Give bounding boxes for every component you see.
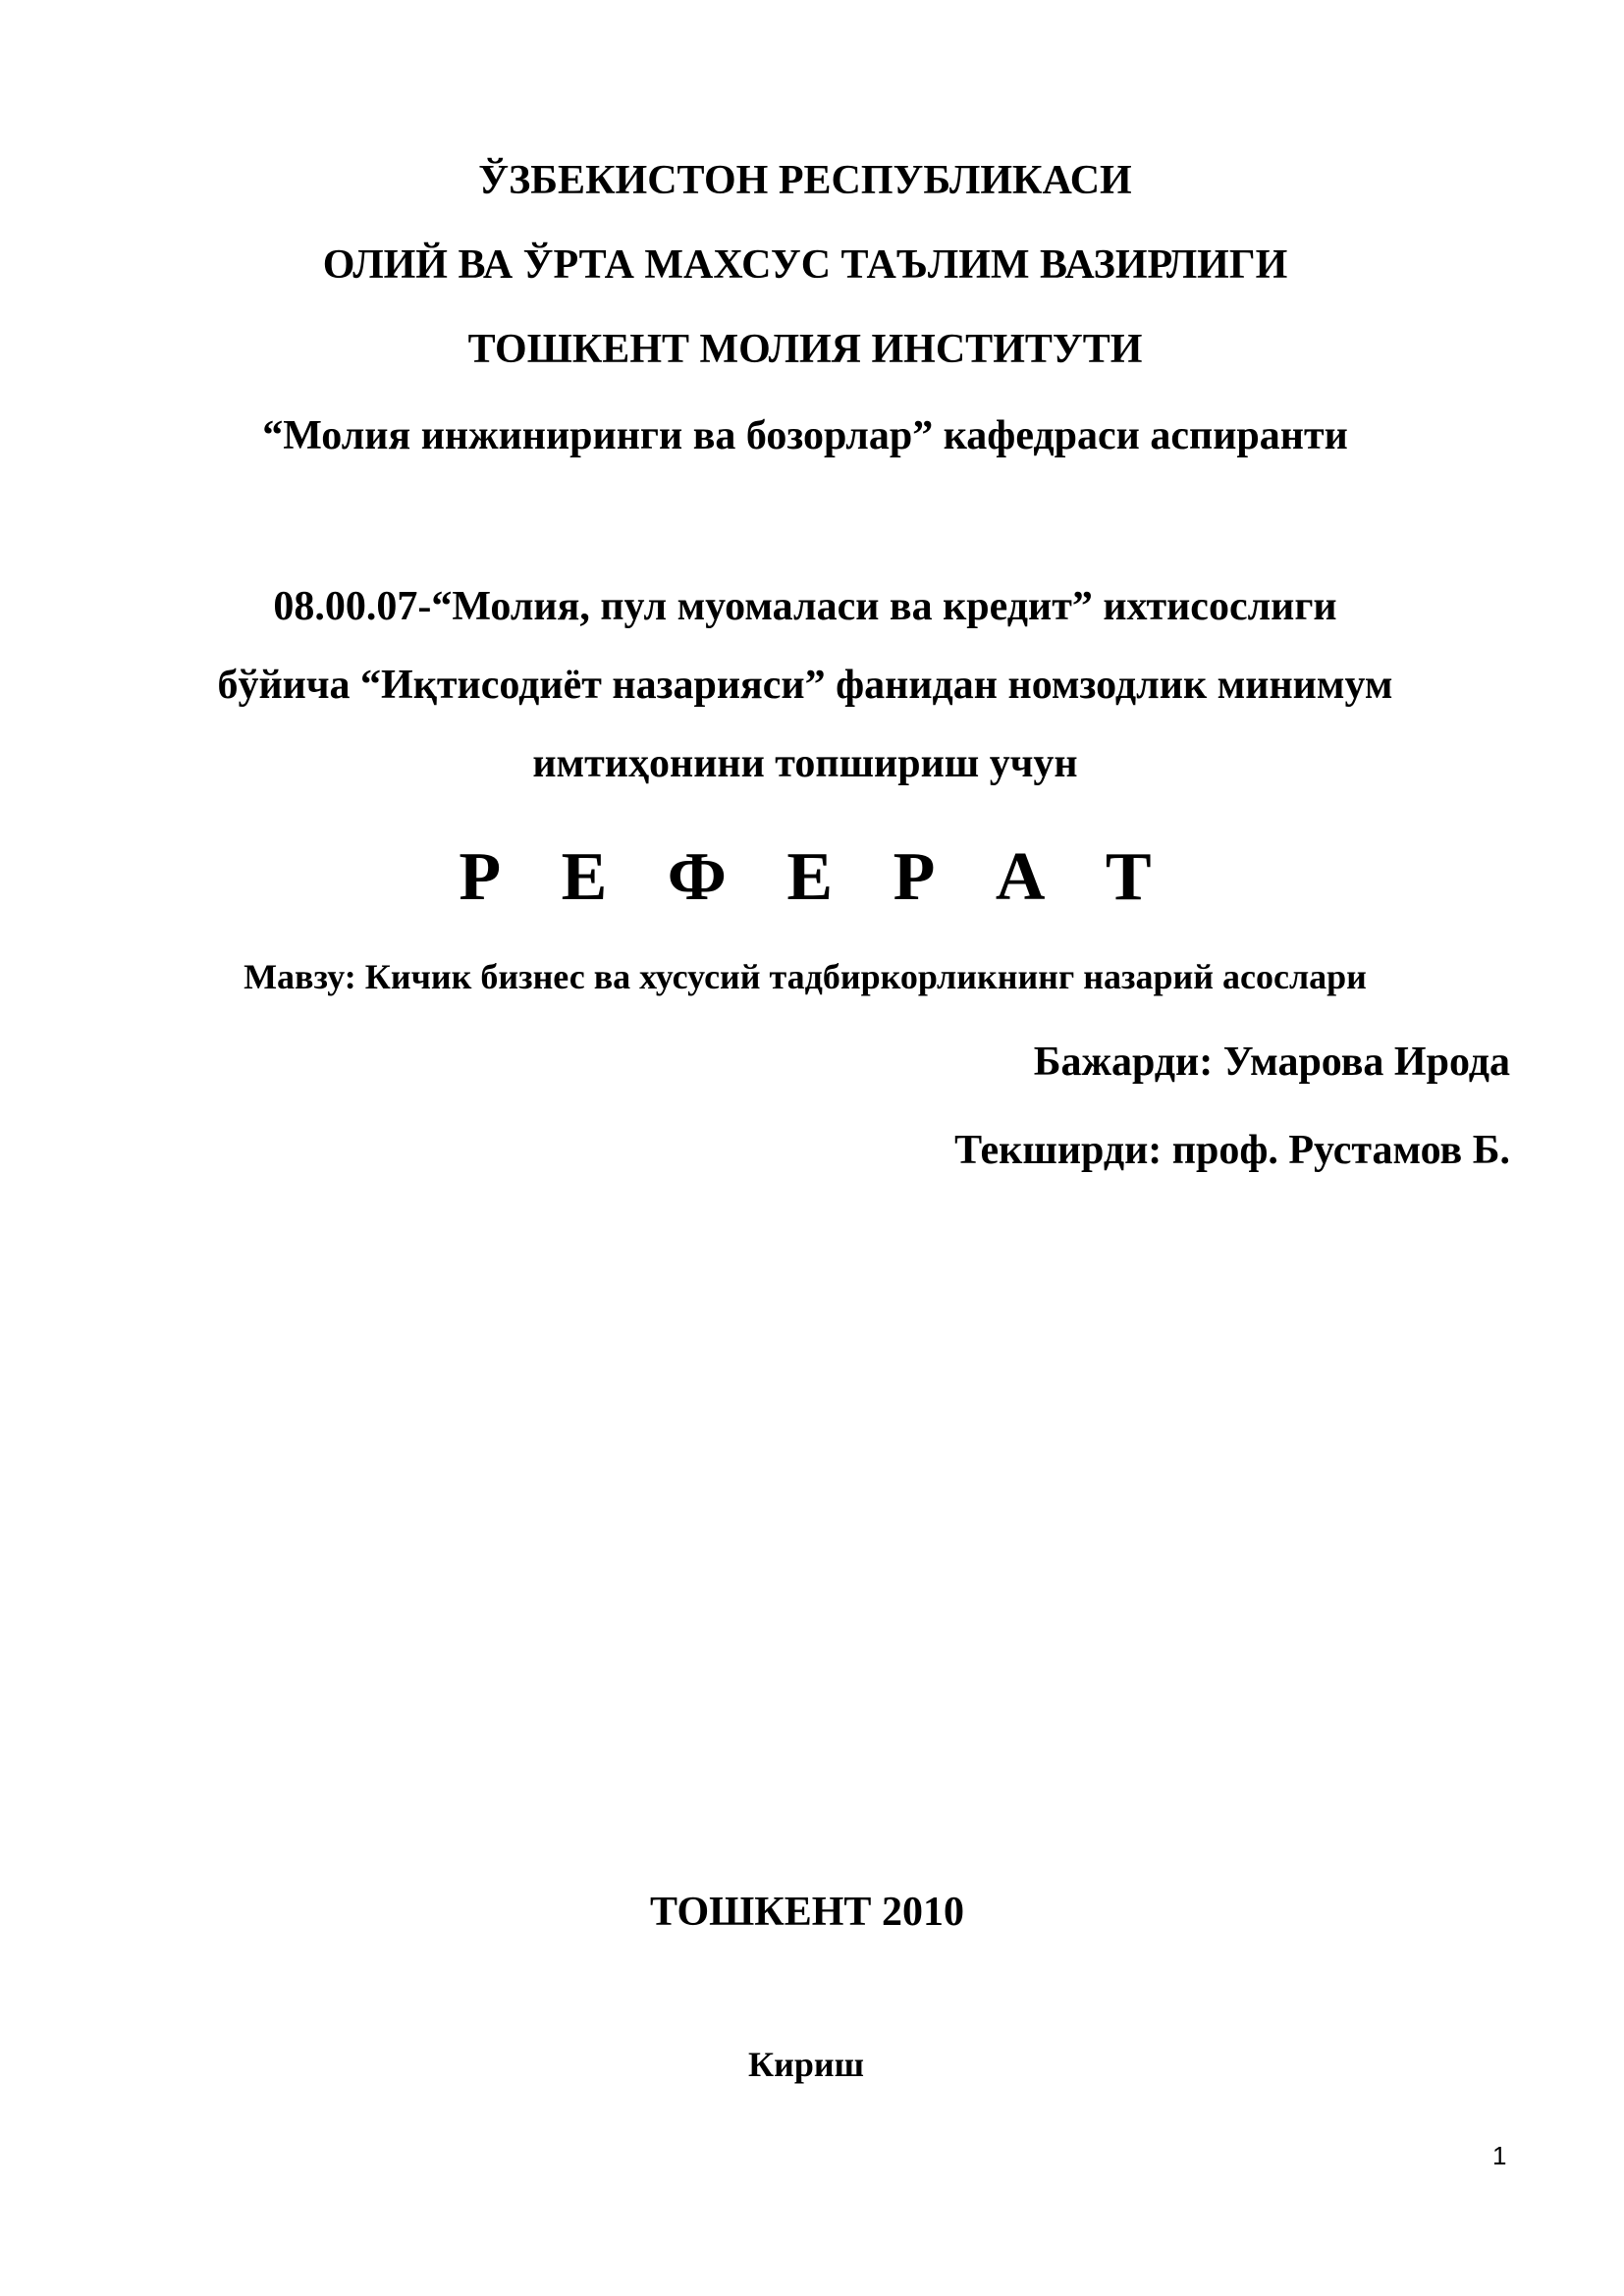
- page-number: 1: [1492, 2141, 1507, 2170]
- purpose-line-3: имтиҳонини топшириш учун: [532, 741, 1078, 786]
- section-heading-introduction: Кириш: [747, 2045, 864, 2084]
- city-year: ТОШКЕНТ 2010: [650, 1890, 964, 1935]
- header-country: ЎЗБЕКИСТОН РЕСПУБЛИКАСИ: [478, 158, 1132, 203]
- purpose-line-2: бўйича “Иқтисодиёт назарияси” фанидан номзодлик минимум: [217, 663, 1393, 708]
- header-ministry: ОЛИЙ ВА ЎРТА МАХСУС ТАЪЛИМ ВАЗИРЛИГИ: [322, 242, 1288, 288]
- checked-by-line: Текширди: проф. Рустамов Б.: [954, 1128, 1510, 1173]
- done-by-line: Бажарди: Умарова Ирода: [1033, 1040, 1510, 1085]
- document-title: Р Е Ф Е Р А Т: [459, 839, 1173, 915]
- header-department: “Молия инжиниринги ва бозорлар” кафедраси аспиранти: [262, 413, 1348, 458]
- header-institute: ТОШКЕНТ МОЛИЯ ИНСТИТУТИ: [467, 327, 1143, 372]
- topic-line: Мавзу: Кичик бизнес ва хусусий тадбиркорликнинг назарий асослари: [244, 957, 1367, 996]
- purpose-line-1: 08.00.07-“Молия, пул муомаласи ва кредит” ихтисослиги: [273, 584, 1337, 629]
